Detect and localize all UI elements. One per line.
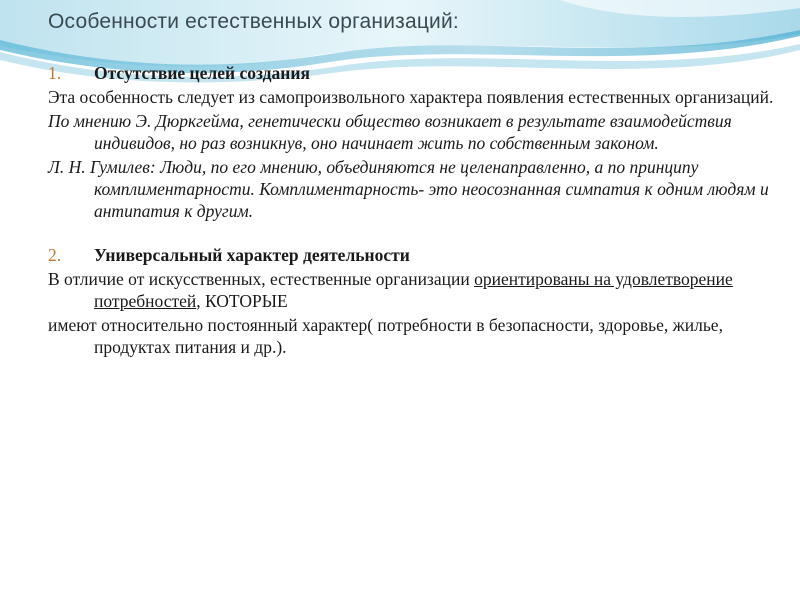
section1-heading-text: Отсутствие целей создания: [94, 63, 310, 83]
slide-title: Особенности естественных организаций:: [48, 10, 459, 33]
section2-p1-end: , КОТОРЫЕ: [196, 291, 288, 311]
section2-paragraph-1: [48, 268, 778, 312]
section2-heading: [48, 244, 778, 266]
section2-number: 2.: [48, 245, 62, 265]
section2-heading-text: Универсальный характер деятельности: [94, 245, 410, 265]
spacer: [48, 222, 778, 244]
section1-heading: [48, 62, 778, 84]
section2-paragraph-2: имеют относительно постоянный характер( потребности в безопасности, здоровье, жилье, продуктах питания и др.).: [48, 315, 723, 357]
slide-content: [48, 62, 778, 358]
section2-p1-start: В отличие от искусственных, естественные организации: [48, 269, 475, 289]
section1-paragraph-gumilev: Л. Н. Гумилев: Люди, по его мнению, объединяются не целенаправленно, а по принципу комплиментарности. Комплиментарность- это неосознанная симпатия к одним людям и антипатия к другим.: [48, 157, 769, 221]
section1-number: 1.: [48, 63, 62, 83]
section1-paragraph-durkheim: По мнению Э. Дюркгейма, генетически общество возникает в результате взаимодействия индивидов, но раз возникнув, оно начинает жить по собственным законом.: [48, 111, 732, 153]
section2-p1-underlined: ориентированы на удовлетворение потребностей: [94, 269, 733, 311]
section1-paragraph-1: Эта особенность следует из самопроизвольного характера появления естественных организаций.: [48, 87, 774, 107]
